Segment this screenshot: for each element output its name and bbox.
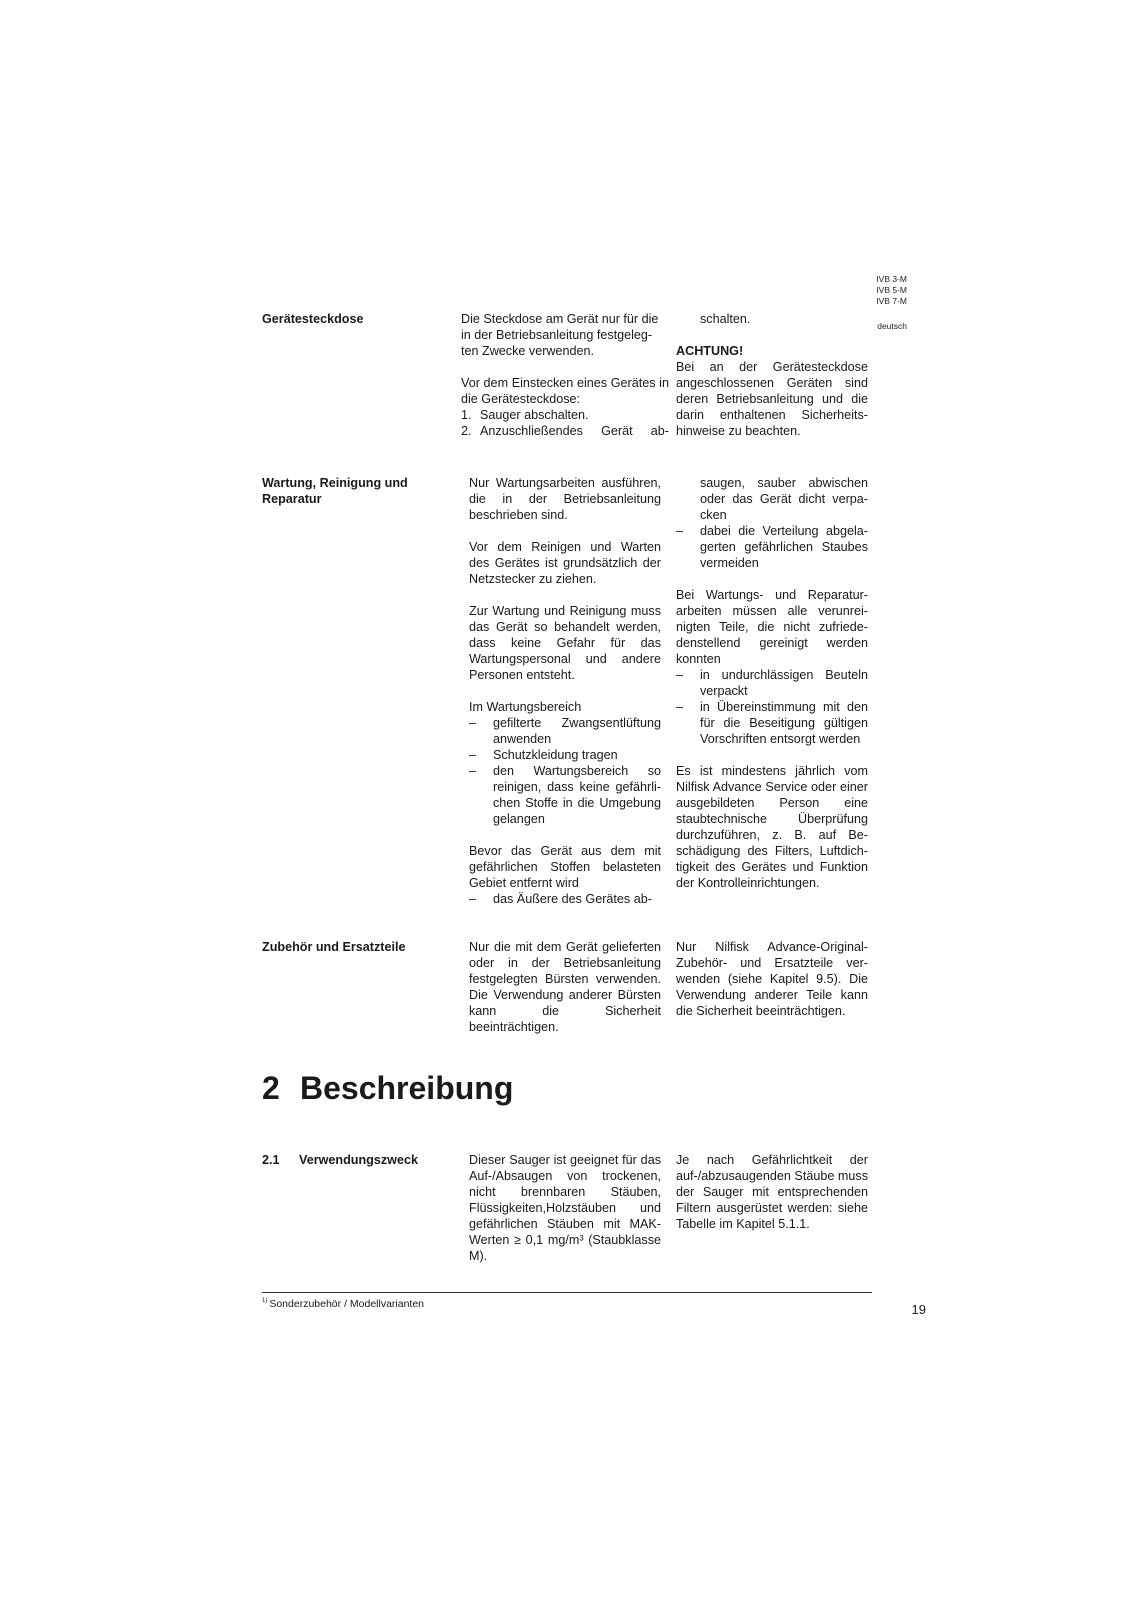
paragraph: Bei Wartungs- und Reparaturarbeiten müssen alle verunreinigten Teile, die nicht zufriededenstellend gereinigt werden konnten (676, 588, 868, 666)
wartung-col1 (469, 475, 661, 907)
list-item: – dabei die Verteilung abgelagerten gefährlichen Staubes vermeiden (676, 524, 868, 570)
section-title-geraetesteckdose: Gerätesteckdose (262, 312, 364, 326)
page-number: 19 (911, 1302, 926, 1317)
paragraph: Die Steckdose am Gerät nur für die in der Betriebsanleitung festgeleg- ten Zwecke verwenden. (461, 312, 659, 358)
paragraph: Nur Nilfisk Advance-Original-Zubehör- und Ersatzteile verwenden (siehe Kapitel 9.5). Die Verwendung anderer Teile kann die Sicherheit beeinträchtigen. (676, 940, 868, 1018)
model-label: IVB 7-M (876, 296, 907, 306)
verwendungszweck-col2 (676, 1152, 868, 1232)
chapter-number: 2 (262, 1070, 280, 1106)
paragraph: Bevor das Gerät aus dem mit gefährlichen Stoffen belasteten Gebiet entfernt wird (469, 844, 661, 890)
footnote-divider (262, 1292, 872, 1293)
list-item: – Schutzkleidung tragen (469, 748, 618, 762)
list-item: – in Übereinstimmung mit den für die Beseitigung gültigen Vorschriften entsorgt werden (676, 700, 868, 746)
model-list (876, 274, 907, 307)
footnote-marker: 1) (262, 1298, 268, 1304)
list-item: – das Äußere des Gerätes ab- (469, 892, 652, 906)
paragraph: Es ist mindestens jährlich vom Nilfisk Advance Service oder einer ausgebildeten Person eine staubtechnische Überprüfung durchzuführen, z. B. auf Beschädigung des Filters, Luftdichtigkeit des Gerätes und Funktion der Kontrolleinrichtungen. (676, 764, 868, 890)
list-item: 1. Sauger abschalten. (461, 408, 589, 422)
paragraph: schalten. (700, 312, 751, 326)
paragraph: Vor dem Reinigen und Warten des Gerätes ist grundsätzlich der Netzstecker zu ziehen. (469, 540, 661, 586)
list-item: – den Wartungsbereich so reinigen, dass keine gefährlichen Stoffe in die Umgebung gelangen (469, 764, 661, 826)
paragraph: Dieser Sauger ist geeignet für das Auf-/Absaugen von trockenen, nicht brennbaren Stäuben, Flüssigkeiten,Holzstäuben und gefährlichen Stäuben mit MAK-Werten ≥ 0,1 mg/m³ (Staubklasse M). (469, 1153, 661, 1263)
list-item: 2. Anzuschließendes Gerät ab- (461, 424, 669, 438)
paragraph: Im Wartungsbereich (469, 700, 582, 714)
geraetesteckdose-col1 (461, 311, 669, 439)
list-item: – gefilterte Zwangsentlüftung anwenden (469, 716, 661, 746)
chapter-heading (262, 1068, 513, 1108)
model-label: IVB 5-M (876, 285, 907, 295)
paragraph: Zur Wartung und Reinigung muss das Gerät so behandelt werden, dass keine Gefahr für das Wartungspersonal und andere Personen entsteht. (469, 604, 661, 682)
wartung-col2 (676, 475, 868, 891)
paragraph: Je nach Gefährlichtkeit der auf-/abzusaugenden Stäube muss der Sauger mit entsprechenden Filtern ausgerüstet werden: siehe Tabelle im Kapitel 5.1.1. (676, 1153, 868, 1231)
list-item: – in undurchlässigen Beuteln verpackt (676, 668, 868, 698)
section-title-zubehoer: Zubehör und Ersatzteile (262, 940, 406, 954)
paragraph: saugen, sauber abwischen oder das Gerät dicht verpacken (700, 476, 868, 522)
paragraph: Nur Wartungsarbeiten ausführen, die in der Betriebsanleitung beschrieben sind. (469, 476, 661, 522)
warning-title: ACHTUNG! (676, 344, 744, 358)
footnote (262, 1297, 424, 1311)
section-title-wartung: Wartung, Reinigung und Reparatur (262, 476, 408, 506)
language-label: deutsch (877, 321, 907, 331)
geraetesteckdose-col2 (676, 311, 868, 439)
chapter-title: Beschreibung (300, 1070, 514, 1106)
zubehoer-col1 (469, 939, 661, 1035)
subsection-heading (262, 1152, 418, 1168)
verwendungszweck-col1 (469, 1152, 661, 1264)
subsection-title: Verwendungszweck (299, 1153, 418, 1167)
paragraph: Vor dem Einstecken eines Gerätes in die Gerätesteckdose: (461, 376, 669, 406)
paragraph: Nur die mit dem Gerät gelieferten oder in der Betriebsanleitung festgelegten Bürsten verwenden. Die Verwendung anderer Bürsten kann die Sicherheit beeinträchtigen. (469, 940, 661, 1034)
model-label: IVB 3-M (876, 274, 907, 284)
footnote-text: Sonderzubehör / Modellvarianten (269, 1298, 425, 1310)
subsection-number: 2.1 (262, 1153, 280, 1167)
zubehoer-col2 (676, 939, 868, 1019)
warning-text: Bei an der Gerätesteckdose angeschlossenen Geräten sind deren Betriebsanleitung und die darin enthaltenen Sicherheitshinweise zu beachten. (676, 360, 868, 438)
